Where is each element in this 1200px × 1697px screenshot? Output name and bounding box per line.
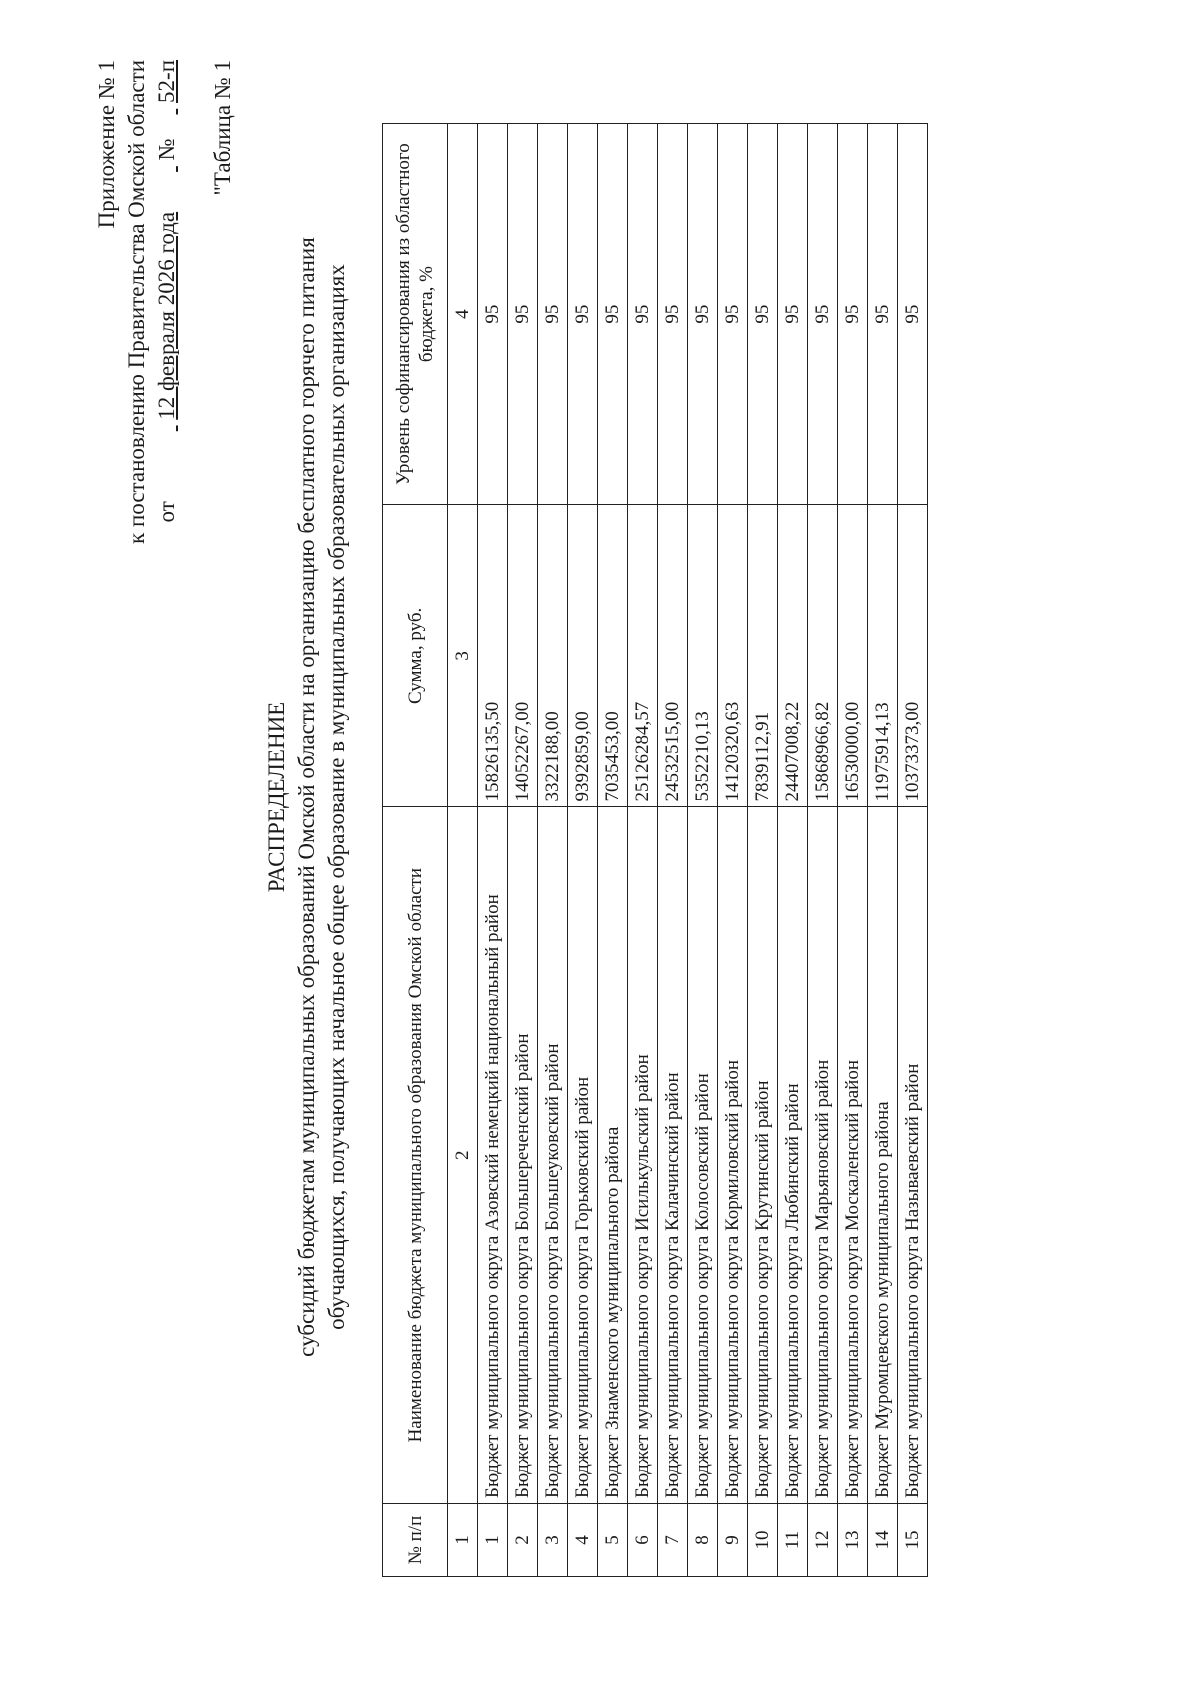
row-sum: 7035453,00 [598,505,628,807]
row-number: 8 [688,1503,718,1576]
row-number: 7 [658,1503,688,1576]
row-number: 12 [808,1503,838,1576]
header-name: Наименование бюджета муниципального образования Омской области [383,807,448,1503]
table-body [478,124,928,1577]
row-cofinancing-level: 95 [538,124,568,505]
row-budget-name: Бюджет Муромцевского муниципального района [868,807,898,1503]
row-cofinancing-level: 95 [838,124,868,505]
table-row [628,124,658,1577]
row-budget-name: Бюджет муниципального округа Большереченский район [508,807,538,1503]
table-row [838,124,868,1577]
row-budget-name: Бюджет муниципального округа Любинский район [778,807,808,1503]
row-number: 15 [898,1503,928,1576]
appendix-number: 52-п [154,60,179,103]
row-cofinancing-level: 95 [568,124,598,505]
column-number: 4 [448,124,478,505]
heading-title: РАСПРЕДЕЛЕНИЕ [264,701,289,893]
row-budget-name: Бюджет муниципального округа Москаленский район [838,807,868,1503]
row-sum: 11975914,13 [868,505,898,807]
row-cofinancing-level: 95 [658,124,688,505]
row-number: 4 [568,1503,598,1576]
row-sum: 7839112,91 [748,505,778,807]
row-sum: 10373373,00 [898,505,928,807]
table-row [718,124,748,1577]
table-row [598,124,628,1577]
appendix-title: Приложение № 1 [94,60,119,229]
table-header-row [383,124,448,1577]
row-number: 1 [478,1503,508,1576]
row-sum: 9392859,00 [568,505,598,807]
row-budget-name: Бюджет муниципального округа Крутинский район [748,807,778,1503]
appendix-number-label: № [154,138,179,161]
row-cofinancing-level: 95 [898,124,928,505]
row-number: 6 [628,1503,658,1576]
row-cofinancing-level: 95 [718,124,748,505]
row-sum: 15826135,50 [478,505,508,807]
table-row [658,124,688,1577]
row-number: 14 [868,1503,898,1576]
table-row [868,124,898,1577]
row-number: 11 [778,1503,808,1576]
heading-line-3: обучающихся, получающих начальное общее образование в муниципальных образовательных организациях [324,264,349,1330]
row-budget-name: Бюджет муниципального округа Кормиловский район [718,807,748,1503]
row-sum: 15868966,82 [808,505,838,807]
row-cofinancing-level: 95 [478,124,508,505]
appendix-date: 12 февраля 2026 года [154,211,179,420]
row-budget-name: Бюджет муниципального округа Большеуковский район [538,807,568,1503]
column-number: 1 [448,1503,478,1576]
header-sum: Сумма, руб. [383,505,448,807]
row-number: 10 [748,1503,778,1576]
appendix-resolution: к постановлению Правительства Омской области [124,60,149,544]
row-sum: 14120320,63 [718,505,748,807]
table-row [478,124,508,1577]
row-cofinancing-level: 95 [808,124,838,505]
row-number: 3 [538,1503,568,1576]
appendix-block [92,60,182,544]
column-number: 2 [448,807,478,1503]
table-row [568,124,598,1577]
header-num: № п/п [383,1503,448,1576]
heading-line-2: субсидий бюджетам муниципальных образований Омской области на организацию бесплатного горячего питания [294,237,319,1357]
table-row [538,124,568,1577]
row-cofinancing-level: 95 [628,124,658,505]
appendix-date-line [152,60,182,544]
row-number: 9 [718,1503,748,1576]
row-budget-name: Бюджет Знаменского муниципального района [598,807,628,1503]
row-budget-name: Бюджет муниципального округа Азовский немецкий национальный район [478,807,508,1503]
row-budget-name: Бюджет муниципального округа Горьковский район [568,807,598,1503]
row-cofinancing-level: 95 [868,124,898,505]
row-cofinancing-level: 95 [688,124,718,505]
row-sum: 3322188,00 [538,505,568,807]
row-sum: 24407008,22 [778,505,808,807]
row-number: 5 [598,1503,628,1576]
row-budget-name: Бюджет муниципального округа Марьяновский район [808,807,838,1503]
row-sum: 16530000,00 [838,505,868,807]
table-row [748,124,778,1577]
column-number: 3 [448,505,478,807]
header-level: Уровень софинансирования из областного бюджета, % [383,124,448,505]
row-cofinancing-level: 95 [598,124,628,505]
row-budget-name: Бюджет муниципального округа Исилькульский район [628,807,658,1503]
table-row [808,124,838,1577]
table-row [898,124,928,1577]
row-number: 13 [838,1503,868,1576]
column-number-row [448,124,478,1577]
appendix-from-label: от [154,501,179,523]
row-sum: 25126284,57 [628,505,658,807]
table-row [778,124,808,1577]
row-sum: 5352210,13 [688,505,718,807]
row-budget-name: Бюджет муниципального округа Называевский район [898,807,928,1503]
row-cofinancing-level: 95 [748,124,778,505]
table-row [508,124,538,1577]
row-cofinancing-level: 95 [778,124,808,505]
row-number: 2 [508,1503,538,1576]
row-sum: 14052267,00 [508,505,538,807]
row-budget-name: Бюджет муниципального округа Колосовский район [688,807,718,1503]
document-heading [262,97,352,1497]
row-cofinancing-level: 95 [508,124,538,505]
row-sum: 24532515,00 [658,505,688,807]
distribution-table [382,123,928,1577]
table-label: "Таблица № 1 [210,60,235,196]
table-row [688,124,718,1577]
row-budget-name: Бюджет муниципального округа Калачинский район [658,807,688,1503]
